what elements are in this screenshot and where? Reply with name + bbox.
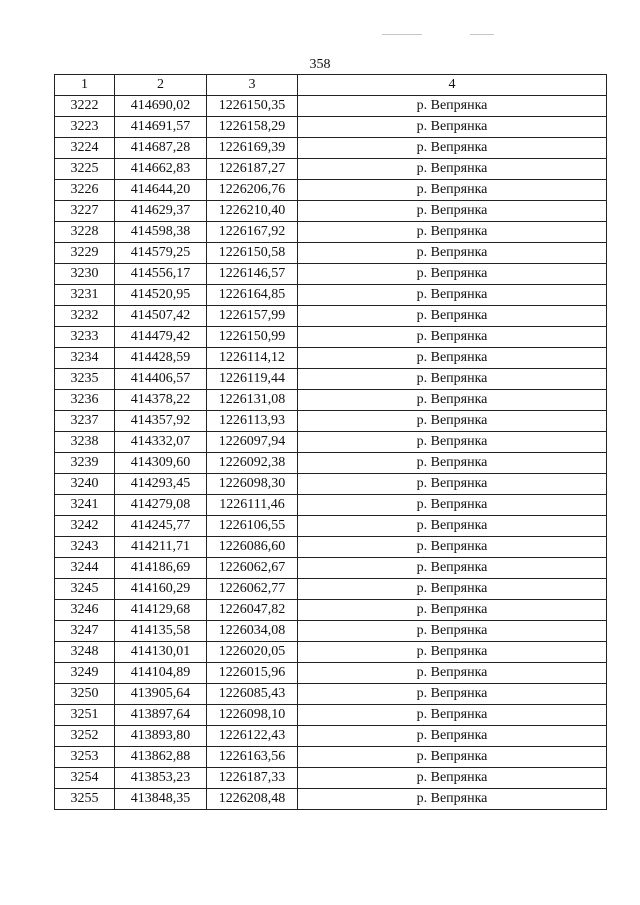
x-coordinate-cell: 414479,42 [115, 327, 207, 348]
description-cell: р. Вепрянка [298, 432, 607, 453]
y-coordinate-cell: 1226098,30 [207, 474, 298, 495]
x-coordinate-cell: 414662,83 [115, 159, 207, 180]
y-coordinate-cell: 1226206,76 [207, 180, 298, 201]
x-coordinate-cell: 414160,29 [115, 579, 207, 600]
table-row [55, 705, 607, 726]
point-number-cell: 3222 [55, 96, 115, 117]
point-number-cell: 3229 [55, 243, 115, 264]
table-row [55, 621, 607, 642]
x-coordinate-cell: 414598,38 [115, 222, 207, 243]
description-cell: р. Вепрянка [298, 747, 607, 768]
table-row [55, 726, 607, 747]
y-coordinate-cell: 1226187,27 [207, 159, 298, 180]
table-row [55, 327, 607, 348]
x-coordinate-cell: 413893,80 [115, 726, 207, 747]
x-coordinate-cell: 414130,01 [115, 642, 207, 663]
description-cell: р. Вепрянка [298, 537, 607, 558]
description-cell: р. Вепрянка [298, 327, 607, 348]
table-row [55, 558, 607, 579]
point-number-cell: 3250 [55, 684, 115, 705]
point-number-cell: 3240 [55, 474, 115, 495]
point-number-cell: 3238 [55, 432, 115, 453]
y-coordinate-cell: 1226020,05 [207, 642, 298, 663]
description-cell: р. Вепрянка [298, 474, 607, 495]
point-number-cell: 3239 [55, 453, 115, 474]
y-coordinate-cell: 1226167,92 [207, 222, 298, 243]
table-row [55, 474, 607, 495]
y-coordinate-cell: 1226111,46 [207, 495, 298, 516]
y-coordinate-cell: 1226158,29 [207, 117, 298, 138]
description-cell: р. Вепрянка [298, 96, 607, 117]
y-coordinate-cell: 1226085,43 [207, 684, 298, 705]
table-row [55, 96, 607, 117]
description-cell: р. Вепрянка [298, 201, 607, 222]
description-cell: р. Вепрянка [298, 621, 607, 642]
description-cell: р. Вепрянка [298, 411, 607, 432]
description-cell: р. Вепрянка [298, 789, 607, 810]
table-row [55, 201, 607, 222]
description-cell: р. Вепрянка [298, 495, 607, 516]
point-number-cell: 3231 [55, 285, 115, 306]
y-coordinate-cell: 1226150,99 [207, 327, 298, 348]
table-row [55, 579, 607, 600]
y-coordinate-cell: 1226034,08 [207, 621, 298, 642]
scan-artifact [382, 34, 422, 35]
table-header-row [55, 75, 607, 96]
point-number-cell: 3223 [55, 117, 115, 138]
x-coordinate-cell: 414629,37 [115, 201, 207, 222]
description-cell: р. Вепрянка [298, 663, 607, 684]
table-row [55, 516, 607, 537]
x-coordinate-cell: 414129,68 [115, 600, 207, 621]
y-coordinate-cell: 1226113,93 [207, 411, 298, 432]
point-number-cell: 3243 [55, 537, 115, 558]
y-coordinate-cell: 1226163,56 [207, 747, 298, 768]
point-number-cell: 3244 [55, 558, 115, 579]
description-cell: р. Вепрянка [298, 369, 607, 390]
point-number-cell: 3255 [55, 789, 115, 810]
y-coordinate-cell: 1226208,48 [207, 789, 298, 810]
point-number-cell: 3247 [55, 621, 115, 642]
table-row [55, 180, 607, 201]
table-row [55, 789, 607, 810]
description-cell: р. Вепрянка [298, 348, 607, 369]
y-coordinate-cell: 1226015,96 [207, 663, 298, 684]
x-coordinate-cell: 413862,88 [115, 747, 207, 768]
table-body [55, 96, 607, 810]
description-cell: р. Вепрянка [298, 642, 607, 663]
coordinates-table [54, 74, 607, 810]
x-coordinate-cell: 413905,64 [115, 684, 207, 705]
x-coordinate-cell: 414406,57 [115, 369, 207, 390]
table-row [55, 390, 607, 411]
point-number-cell: 3233 [55, 327, 115, 348]
y-coordinate-cell: 1226047,82 [207, 600, 298, 621]
y-coordinate-cell: 1226210,40 [207, 201, 298, 222]
y-coordinate-cell: 1226092,38 [207, 453, 298, 474]
description-cell: р. Вепрянка [298, 117, 607, 138]
point-number-cell: 3234 [55, 348, 115, 369]
table-row [55, 117, 607, 138]
description-cell: р. Вепрянка [298, 390, 607, 411]
y-coordinate-cell: 1226114,12 [207, 348, 298, 369]
y-coordinate-cell: 1226119,44 [207, 369, 298, 390]
x-coordinate-cell: 414690,02 [115, 96, 207, 117]
table-row [55, 495, 607, 516]
x-coordinate-cell: 414507,42 [115, 306, 207, 327]
point-number-cell: 3242 [55, 516, 115, 537]
x-coordinate-cell: 414357,92 [115, 411, 207, 432]
x-coordinate-cell: 414556,17 [115, 264, 207, 285]
y-coordinate-cell: 1226122,43 [207, 726, 298, 747]
point-number-cell: 3249 [55, 663, 115, 684]
table-row [55, 411, 607, 432]
description-cell: р. Вепрянка [298, 180, 607, 201]
x-coordinate-cell: 414687,28 [115, 138, 207, 159]
description-cell: р. Вепрянка [298, 453, 607, 474]
description-cell: р. Вепрянка [298, 768, 607, 789]
x-coordinate-cell: 414104,89 [115, 663, 207, 684]
description-cell: р. Вепрянка [298, 516, 607, 537]
description-cell: р. Вепрянка [298, 684, 607, 705]
column-header-y-coordinate: 3 [207, 75, 298, 96]
point-number-cell: 3251 [55, 705, 115, 726]
point-number-cell: 3246 [55, 600, 115, 621]
table-row [55, 537, 607, 558]
y-coordinate-cell: 1226131,08 [207, 390, 298, 411]
x-coordinate-cell: 414520,95 [115, 285, 207, 306]
point-number-cell: 3252 [55, 726, 115, 747]
table-row [55, 348, 607, 369]
description-cell: р. Вепрянка [298, 579, 607, 600]
description-cell: р. Вепрянка [298, 558, 607, 579]
description-cell: р. Вепрянка [298, 159, 607, 180]
description-cell: р. Вепрянка [298, 306, 607, 327]
point-number-cell: 3227 [55, 201, 115, 222]
point-number-cell: 3237 [55, 411, 115, 432]
y-coordinate-cell: 1226146,57 [207, 264, 298, 285]
table-row [55, 222, 607, 243]
x-coordinate-cell: 414245,77 [115, 516, 207, 537]
column-header-description: 4 [298, 75, 607, 96]
description-cell: р. Вепрянка [298, 138, 607, 159]
table-row [55, 159, 607, 180]
point-number-cell: 3228 [55, 222, 115, 243]
scan-artifact [470, 34, 494, 35]
x-coordinate-cell: 414644,20 [115, 180, 207, 201]
y-coordinate-cell: 1226187,33 [207, 768, 298, 789]
point-number-cell: 3224 [55, 138, 115, 159]
description-cell: р. Вепрянка [298, 243, 607, 264]
table-row [55, 264, 607, 285]
table-row [55, 285, 607, 306]
y-coordinate-cell: 1226062,67 [207, 558, 298, 579]
x-coordinate-cell: 414293,45 [115, 474, 207, 495]
table-row [55, 768, 607, 789]
page-number: 358 [309, 57, 331, 72]
x-coordinate-cell: 413848,35 [115, 789, 207, 810]
table-row [55, 642, 607, 663]
column-header-x-coordinate: 2 [115, 75, 207, 96]
x-coordinate-cell: 414378,22 [115, 390, 207, 411]
x-coordinate-cell: 414186,69 [115, 558, 207, 579]
description-cell: р. Вепрянка [298, 285, 607, 306]
point-number-cell: 3241 [55, 495, 115, 516]
table-row [55, 600, 607, 621]
x-coordinate-cell: 414279,08 [115, 495, 207, 516]
description-cell: р. Вепрянка [298, 264, 607, 285]
table-row [55, 663, 607, 684]
y-coordinate-cell: 1226106,55 [207, 516, 298, 537]
x-coordinate-cell: 413853,23 [115, 768, 207, 789]
x-coordinate-cell: 414135,58 [115, 621, 207, 642]
x-coordinate-cell: 414691,57 [115, 117, 207, 138]
point-number-cell: 3248 [55, 642, 115, 663]
point-number-cell: 3230 [55, 264, 115, 285]
table-row [55, 432, 607, 453]
y-coordinate-cell: 1226169,39 [207, 138, 298, 159]
x-coordinate-cell: 413897,64 [115, 705, 207, 726]
x-coordinate-cell: 414332,07 [115, 432, 207, 453]
description-cell: р. Вепрянка [298, 222, 607, 243]
table-row [55, 747, 607, 768]
table-row [55, 243, 607, 264]
point-number-cell: 3236 [55, 390, 115, 411]
point-number-cell: 3254 [55, 768, 115, 789]
point-number-cell: 3253 [55, 747, 115, 768]
x-coordinate-cell: 414211,71 [115, 537, 207, 558]
y-coordinate-cell: 1226150,35 [207, 96, 298, 117]
y-coordinate-cell: 1226157,99 [207, 306, 298, 327]
table-row [55, 306, 607, 327]
y-coordinate-cell: 1226097,94 [207, 432, 298, 453]
table-row [55, 369, 607, 390]
y-coordinate-cell: 1226164,85 [207, 285, 298, 306]
y-coordinate-cell: 1226098,10 [207, 705, 298, 726]
x-coordinate-cell: 414309,60 [115, 453, 207, 474]
y-coordinate-cell: 1226062,77 [207, 579, 298, 600]
y-coordinate-cell: 1226086,60 [207, 537, 298, 558]
description-cell: р. Вепрянка [298, 705, 607, 726]
point-number-cell: 3235 [55, 369, 115, 390]
table-row [55, 453, 607, 474]
x-coordinate-cell: 414579,25 [115, 243, 207, 264]
column-header-point-number: 1 [55, 75, 115, 96]
y-coordinate-cell: 1226150,58 [207, 243, 298, 264]
point-number-cell: 3245 [55, 579, 115, 600]
description-cell: р. Вепрянка [298, 726, 607, 747]
point-number-cell: 3226 [55, 180, 115, 201]
table-row [55, 138, 607, 159]
point-number-cell: 3225 [55, 159, 115, 180]
point-number-cell: 3232 [55, 306, 115, 327]
description-cell: р. Вепрянка [298, 600, 607, 621]
table-row [55, 684, 607, 705]
x-coordinate-cell: 414428,59 [115, 348, 207, 369]
